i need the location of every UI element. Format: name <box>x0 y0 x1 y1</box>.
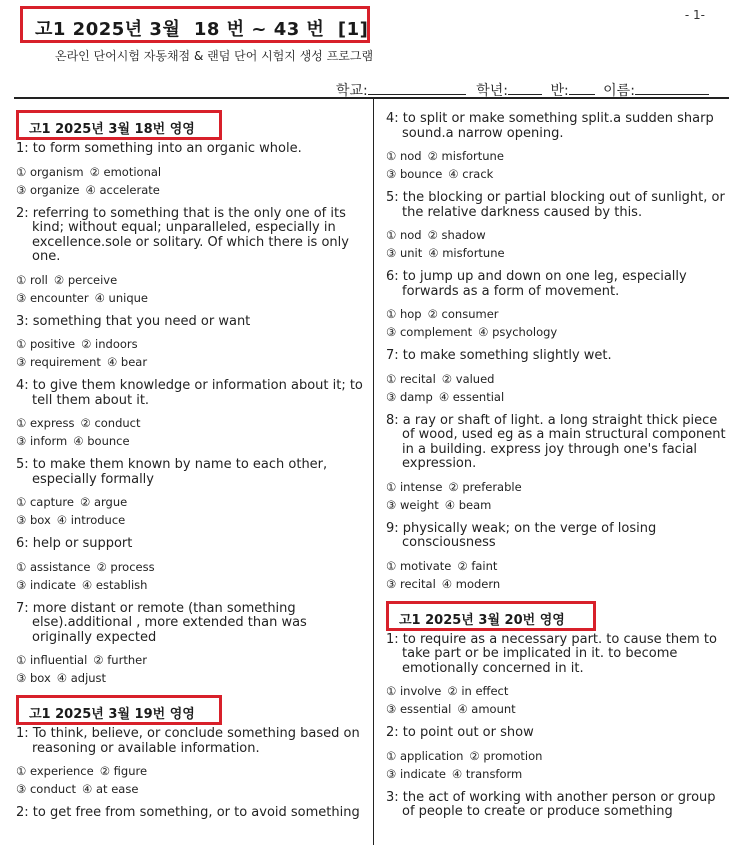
question-text: 2: to point out or show <box>386 725 534 740</box>
section-heading: 고1 2025년 3월 19번 영영 <box>16 695 222 725</box>
answer-options <box>16 271 364 307</box>
answer-option: ③ unit <box>386 246 423 260</box>
answer-option: ① influential <box>16 653 88 667</box>
column-divider <box>373 98 374 845</box>
grade-blank <box>508 82 542 95</box>
question-text: 3: the act of working with another person or group of people to create or produce something <box>386 789 716 819</box>
right-column <box>386 100 726 820</box>
answer-option: ④ unique <box>94 290 148 305</box>
name-label: 이름: <box>603 83 635 99</box>
answer-option: ③ box <box>16 513 51 527</box>
answer-option: ② perceive <box>53 272 118 287</box>
answer-options <box>16 335 364 371</box>
answer-option: ① roll <box>16 272 48 287</box>
section-heading: 고1 2025년 3월 18번 영영 <box>16 110 222 140</box>
answer-option: ② figure <box>99 764 148 778</box>
answer-options <box>386 557 726 593</box>
header-rule <box>14 97 729 99</box>
question-text: 1: to form something into an organic whole. <box>16 141 302 156</box>
question-text: 9: physically weak; on the verge of losing consciousness <box>386 520 657 550</box>
class-blank <box>569 82 595 95</box>
answer-option: ① application <box>386 748 464 763</box>
answer-option: ① involve <box>386 684 442 698</box>
answer-option: ② shadow <box>427 228 486 242</box>
answer-option: ③ damp <box>386 389 433 404</box>
subtitle: 온라인 단어시험 자동채점 & 랜덤 단어 시험지 생성 프로그램 <box>55 49 374 63</box>
answer-option: ② preferable <box>448 479 522 494</box>
question-text: 2: to get free from something, or to avoid something <box>16 805 360 820</box>
answer-options <box>386 226 726 262</box>
answer-option: ③ requirement <box>16 355 101 369</box>
page-number: - 1- <box>684 8 705 22</box>
answer-option: ③ box <box>16 671 51 685</box>
answer-option: ④ bear <box>106 355 148 369</box>
title-text: 고1 2025년 3월 18 번 ~ 43 번 [1] <box>35 19 369 40</box>
answer-option: ④ at ease <box>82 782 139 796</box>
page-title <box>20 6 370 43</box>
answer-option: ③ complement <box>386 325 473 339</box>
answer-option: ④ bounce <box>73 434 130 448</box>
answer-option: ① experience <box>16 764 94 778</box>
question-text: 6: to jump up and down on one leg, especially forwards as a form of movement. <box>386 269 687 299</box>
name-blank <box>635 82 709 95</box>
question-text: 7: more distant or remote (than something else).additional , more extended than was originally expected <box>16 600 307 645</box>
answer-options <box>386 478 726 514</box>
answer-option: ① nod <box>386 228 422 242</box>
question-text: 5: to make them known by name to each other, especially formally <box>16 457 328 487</box>
answer-options <box>16 651 364 687</box>
answer-option: ④ beam <box>444 497 492 512</box>
answer-option: ④ psychology <box>478 325 558 339</box>
answer-option: ① intense <box>386 479 443 494</box>
question-text: 4: to give them knowledge or information about it; to tell them about it. <box>16 378 363 408</box>
question-text: 8: a ray or shaft of light. a long straight thick piece of wood, used eg as a main structural component in a building. express joy through one's facial expression. <box>386 412 726 471</box>
answer-option: ② emotional <box>89 164 162 179</box>
answer-option: ① recital <box>386 371 436 386</box>
answer-option: ④ establish <box>81 577 148 592</box>
question-text: 2: referring to something that is the only one of its kind; without equal; unparalleled, especially in excellence.sole or solitary. Of which there is only one. <box>16 205 349 264</box>
school-blank <box>368 82 466 95</box>
answer-option: ① express <box>16 416 75 430</box>
answer-option: ② in effect <box>447 684 509 698</box>
section-heading: 고1 2025년 3월 20번 영영 <box>386 601 596 631</box>
answer-options <box>386 305 726 341</box>
question-text: 6: help or support <box>16 536 133 551</box>
question-text: 7: to make something slightly wet. <box>386 348 612 363</box>
answer-option: ① motivate <box>386 558 452 573</box>
grade-label: 학년: <box>476 83 508 99</box>
question-text: 5: the blocking or partial blocking out of sunlight, or the relative darkness caused by this. <box>386 190 725 220</box>
answer-options <box>386 147 726 183</box>
answer-option: ④ amount <box>457 702 516 716</box>
answer-option: ① capture <box>16 495 74 509</box>
answer-option: ② promotion <box>469 748 543 763</box>
answer-option: ① hop <box>386 307 422 321</box>
answer-options <box>386 747 726 783</box>
answer-option: ③ inform <box>16 434 68 448</box>
answer-option: ④ adjust <box>56 671 107 685</box>
question-text: 1: to require as a necessary part. to cause them to take part or be implicated in it. to become emotionally concerned in it. <box>386 631 717 676</box>
answer-options <box>16 493 364 529</box>
answer-option: ④ crack <box>448 167 494 181</box>
answer-options <box>16 558 364 594</box>
answer-option: ① positive <box>16 337 76 351</box>
class-label: 반: <box>550 83 569 99</box>
answer-option: ② faint <box>457 558 498 573</box>
answer-option: ③ conduct <box>16 782 77 796</box>
answer-option: ④ accelerate <box>85 182 160 197</box>
answer-option: ③ bounce <box>386 167 443 181</box>
answer-option: ① assistance <box>16 559 91 574</box>
answer-options <box>16 163 364 199</box>
answer-option: ② indoors <box>81 337 138 351</box>
answer-option: ② valued <box>441 371 495 386</box>
answer-options <box>386 682 726 718</box>
answer-option: ③ weight <box>386 497 439 512</box>
answer-options <box>386 370 726 406</box>
answer-options <box>16 414 364 450</box>
answer-option: ② process <box>96 559 155 574</box>
answer-option: ① organism <box>16 164 84 179</box>
answer-option: ④ transform <box>451 766 523 781</box>
answer-option: ④ introduce <box>56 513 126 527</box>
question-text: 1: To think, believe, or conclude something based on reasoning or available information. <box>16 726 360 756</box>
answer-option: ② argue <box>79 495 128 509</box>
left-column <box>16 100 364 821</box>
answer-option: ② misfortune <box>427 149 504 163</box>
answer-option: ③ indicate <box>16 577 76 592</box>
answer-option: ③ essential <box>386 702 452 716</box>
answer-option: ④ essential <box>438 389 505 404</box>
answer-options <box>16 762 364 798</box>
answer-option: ③ recital <box>386 576 436 591</box>
answer-option: ③ organize <box>16 182 80 197</box>
answer-option: ③ indicate <box>386 766 446 781</box>
answer-option: ④ misfortune <box>428 246 505 260</box>
answer-option: ④ modern <box>441 576 501 591</box>
question-text: 3: something that you need or want <box>16 313 251 329</box>
answer-option: ② further <box>93 653 147 667</box>
answer-option: ② conduct <box>80 416 141 430</box>
school-label: 학교: <box>336 83 368 99</box>
answer-option: ② consumer <box>427 307 499 321</box>
question-text: 4: to split or make something split.a sudden sharp sound.a narrow opening. <box>386 111 714 141</box>
answer-option: ① nod <box>386 149 422 163</box>
answer-option: ③ encounter <box>16 290 89 305</box>
